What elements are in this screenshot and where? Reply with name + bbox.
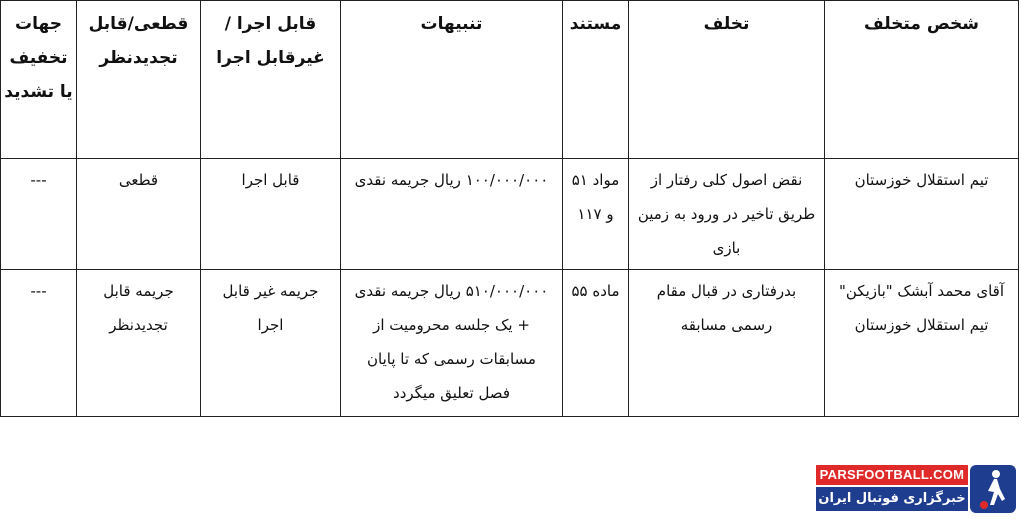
watermark-tagline: خبرگزاری فوتبال ایران (816, 487, 968, 511)
cell-document: مواد ۵۱ و ۱۱۷ (563, 159, 629, 270)
header-document: مستند (563, 1, 629, 159)
cell-violation: بدرفتاری در قبال مقام رسمی مسابقه (629, 270, 825, 417)
cell-document: ماده ۵۵ (563, 270, 629, 417)
header-enforceable: قابل اجرا /غیرقابل اجرا (201, 1, 341, 159)
header-person: شخص متخلف (825, 1, 1019, 159)
header-row (1, 1, 1019, 159)
watermark-site-name: PARSFOOTBALL.COM (816, 465, 968, 485)
table-row (1, 159, 1019, 270)
cell-enforceable: جریمه غیر قابل اجرا (201, 270, 341, 417)
header-mitigation: جهات تخفیف یا تشدید (1, 1, 77, 159)
cell-penalty: ۵۱۰/۰۰۰/۰۰۰ ریال جریمه نقدی + یک جلسه محرومیت از مسابقات رسمی که تا پایان فصل تعلیق میگردد (341, 270, 563, 417)
header-finality: قطعی/قابل تجدیدنظر (77, 1, 201, 159)
cell-enforceable: قابل اجرا (201, 159, 341, 270)
header-penalty: تنبیهات (341, 1, 563, 159)
player-silhouette-icon (970, 465, 1016, 513)
cell-mitigation: --- (1, 159, 77, 270)
cell-violation: نقض اصول کلی رفتار از طریق تاخیر در ورود به زمین بازی (629, 159, 825, 270)
parsfootball-watermark (816, 465, 1018, 515)
cell-mitigation: --- (1, 270, 77, 417)
table-row (1, 270, 1019, 417)
cell-finality: قطعی (77, 159, 201, 270)
cell-penalty: ۱۰۰/۰۰۰/۰۰۰ ریال جریمه نقدی (341, 159, 563, 270)
cell-person: آقای محمد آبشک "بازیکن" تیم استقلال خوزستان (825, 270, 1019, 417)
header-violation: تخلف (629, 1, 825, 159)
cell-person: تیم استقلال خوزستان (825, 159, 1019, 270)
cell-finality: جریمه قابل تجدیدنظر (77, 270, 201, 417)
